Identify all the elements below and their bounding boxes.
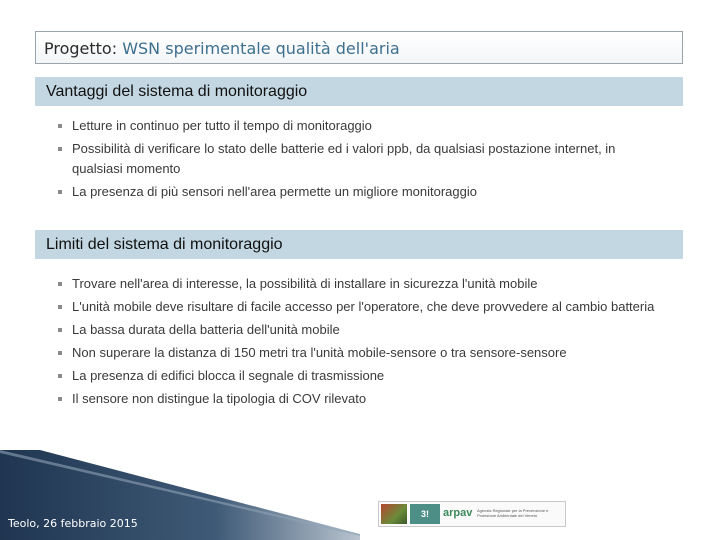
list-item bbox=[56, 182, 666, 202]
bullet-icon bbox=[58, 124, 62, 128]
slide-title-box bbox=[35, 31, 683, 64]
logo-photo-icon bbox=[381, 504, 407, 524]
arpav-logo bbox=[378, 501, 566, 527]
list-item-text: L'unità mobile deve risultare di facile accesso per l'operatore, che deve provvedere al cambio batteria bbox=[72, 299, 655, 314]
list-item-text: La presenza di più sensori nell'area permette un migliore monitoraggio bbox=[72, 184, 477, 199]
logo-name: arpav bbox=[443, 507, 473, 519]
bullet-icon bbox=[58, 147, 62, 151]
list-item bbox=[56, 366, 666, 386]
list-item-text: Trovare nell'area di interesse, la possibilità di installare in sicurezza l'unità mobile bbox=[72, 276, 538, 291]
list-item bbox=[56, 116, 666, 136]
bullet-icon bbox=[58, 374, 62, 378]
bullet-icon bbox=[58, 190, 62, 194]
bullet-icon bbox=[58, 305, 62, 309]
list-item-text: Il sensore non distingue la tipologia di COV rilevato bbox=[72, 391, 367, 406]
bullet-list-limiti bbox=[56, 274, 666, 412]
footer-date: Teolo, 26 febbraio 2015 bbox=[8, 517, 138, 530]
logo-mark-icon: 3! bbox=[410, 504, 440, 524]
list-item bbox=[56, 389, 666, 409]
section-heading-vantaggi bbox=[35, 77, 683, 106]
list-item bbox=[56, 139, 666, 179]
list-item bbox=[56, 297, 666, 317]
section-heading-text: Limiti del sistema di monitoraggio bbox=[46, 236, 283, 253]
title-main: WSN sperimentale qualità dell'aria bbox=[122, 39, 400, 58]
bullet-icon bbox=[58, 282, 62, 286]
list-item bbox=[56, 274, 666, 294]
section-heading-limiti bbox=[35, 230, 683, 259]
bullet-icon bbox=[58, 328, 62, 332]
list-item bbox=[56, 320, 666, 340]
bullet-icon bbox=[58, 397, 62, 401]
slide-title bbox=[44, 39, 400, 58]
list-item-text: Letture in continuo per tutto il tempo di monitoraggio bbox=[72, 118, 372, 133]
title-prefix: Progetto: bbox=[44, 39, 118, 58]
list-item-text: La bassa durata della batteria dell'unità mobile bbox=[72, 322, 340, 337]
list-item-text: Non superare la distanza di 150 metri tra l'unità mobile-sensore o tra sensore-sensore bbox=[72, 345, 567, 360]
list-item-text: Possibilità di verificare lo stato delle batterie ed i valori ppb, da qualsiasi postazione internet, in qualsiasi momento bbox=[72, 141, 616, 176]
list-item-text: La presenza di edifici blocca il segnale di trasmissione bbox=[72, 368, 385, 383]
bullet-icon bbox=[58, 351, 62, 355]
section-heading-text: Vantaggi del sistema di monitoraggio bbox=[46, 83, 308, 100]
logo-text: Agenzia Regionale per la Prevenzione e Protezione Ambientale del Veneto bbox=[477, 508, 549, 518]
bullet-list-vantaggi bbox=[56, 116, 666, 205]
list-item bbox=[56, 343, 666, 363]
